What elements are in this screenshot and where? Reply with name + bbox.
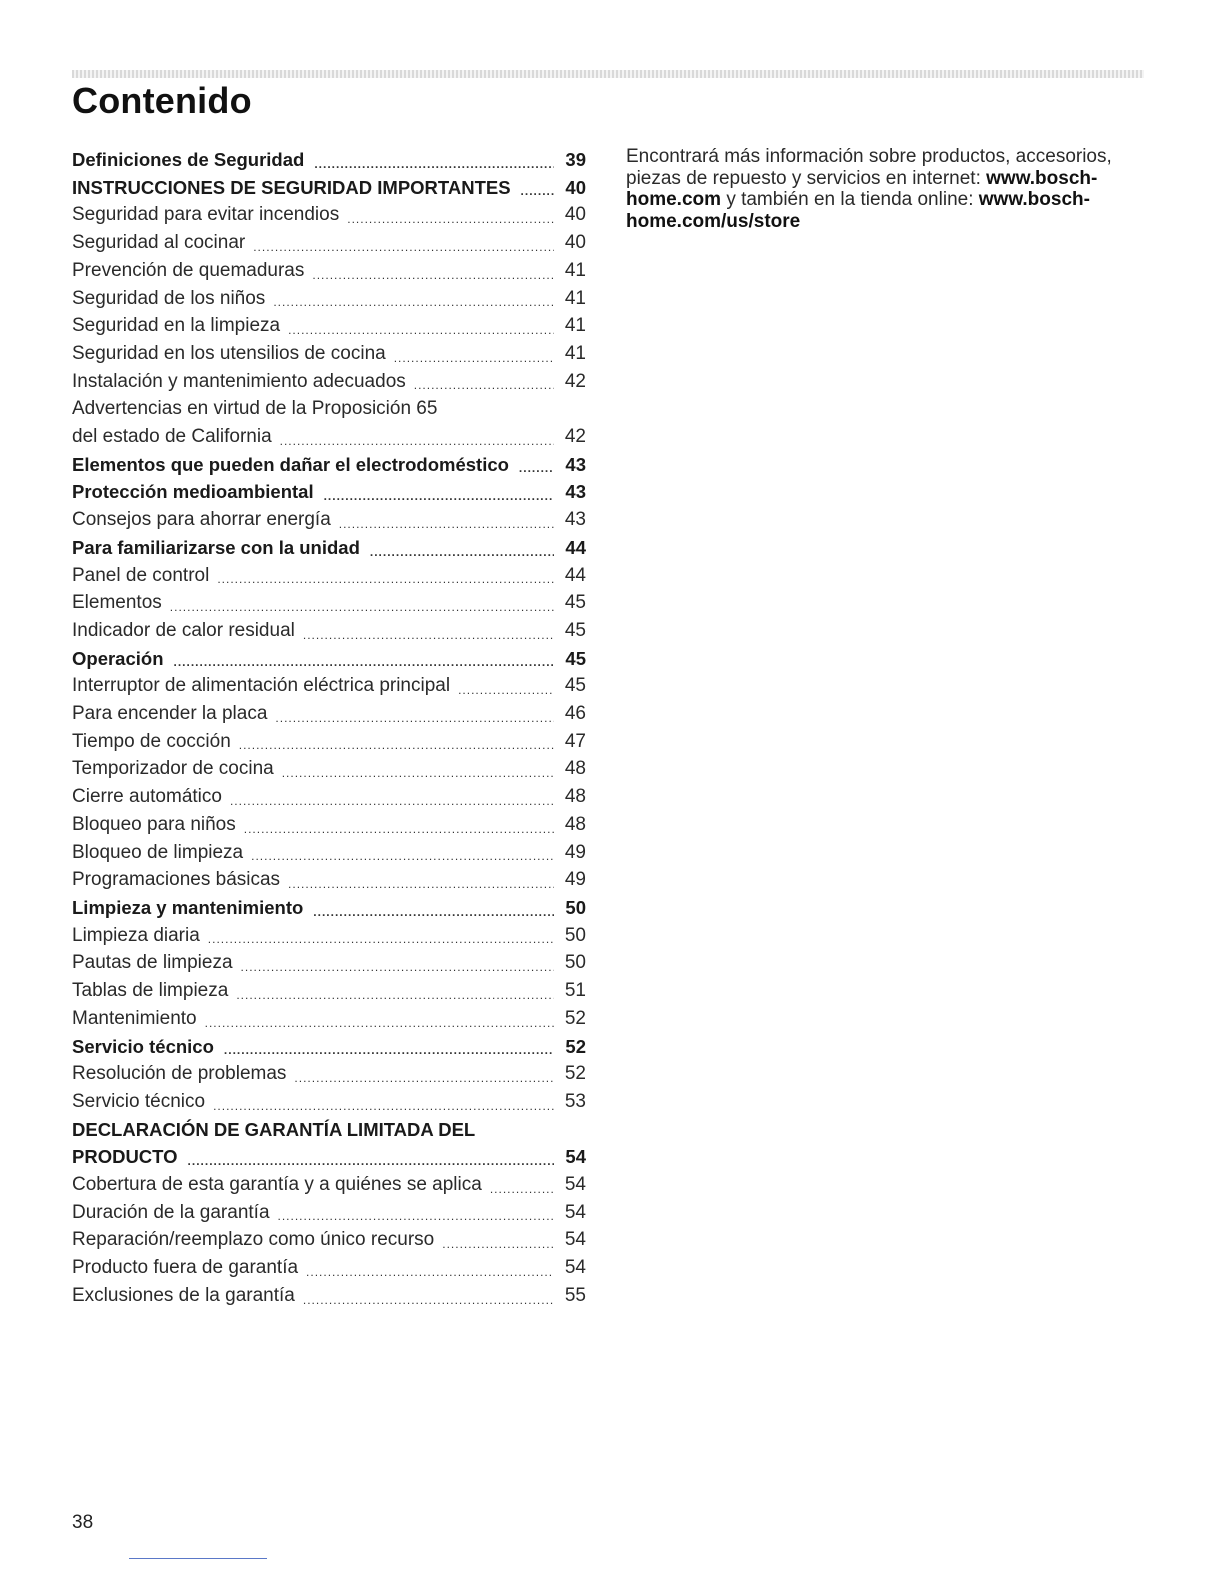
toc-entry-label: Bloqueo para niños — [72, 813, 236, 835]
toc-entry-label: Protección medioambiental — [72, 481, 314, 503]
toc-entry[interactable] — [72, 755, 586, 783]
header-rule — [72, 70, 1144, 78]
toc-entry-page: 54 — [565, 1146, 586, 1168]
toc-entry-label: Definiciones de Seguridad — [72, 149, 305, 170]
dot-leader — [394, 348, 554, 368]
toc-entry-page: 49 — [564, 869, 586, 891]
toc-entry-page: 43 — [564, 509, 586, 531]
toc-entry-label: Interruptor de alimentación eléctrica principal — [72, 675, 451, 697]
toc-entry-page: 53 — [564, 1090, 586, 1112]
toc-entry-label: Prevención de quemaduras — [72, 259, 305, 281]
toc-entry-label: Pautas de limpieza — [72, 952, 233, 974]
store-link[interactable]: www.bosch-home.com/us/store — [626, 189, 1090, 232]
toc-entry-page: 49 — [564, 841, 586, 863]
toc-entry[interactable] — [72, 1060, 586, 1088]
toc-entry[interactable] — [72, 257, 586, 285]
toc-entry-label: Instalación y mantenimiento adecuados — [72, 370, 406, 392]
dot-leader — [239, 735, 554, 755]
toc-entry-label: Reparación/reemplazo como único recurso — [72, 1229, 435, 1251]
toc-entry[interactable] — [72, 478, 586, 506]
toc-entry[interactable] — [72, 1199, 586, 1227]
dot-leader — [288, 320, 554, 340]
toc-entry-page: 46 — [564, 703, 586, 725]
toc-entry[interactable] — [72, 589, 586, 617]
toc-entry-label: Exclusiones de la garantía — [72, 1284, 295, 1306]
toc-entry-page: 41 — [564, 342, 586, 364]
toc-entry-page: 47 — [564, 730, 586, 752]
toc-entry[interactable] — [72, 1254, 586, 1282]
toc-entry[interactable] — [72, 1088, 586, 1116]
toc-entry[interactable] — [72, 174, 586, 202]
toc-entry[interactable] — [72, 451, 586, 479]
toc-entry-label: INSTRUCCIONES DE SEGURIDAD IMPORTANTES — [72, 176, 511, 198]
toc-entry-label: Elementos que pueden dañar el electrodoméstico — [72, 453, 509, 475]
toc-entry-label: Tablas de limpieza — [72, 980, 229, 1002]
dot-leader — [280, 431, 554, 451]
dot-leader — [339, 514, 554, 534]
dot-leader — [490, 1179, 554, 1199]
dot-leader — [370, 542, 554, 562]
toc-entry[interactable] — [72, 672, 586, 700]
dot-leader — [314, 154, 554, 174]
dot-leader — [458, 680, 554, 700]
toc-entry-label: Programaciones básicas — [72, 869, 281, 891]
toc-entry-page: 39 — [565, 149, 586, 170]
toc-entry-label: Duración de la garantía — [72, 1201, 270, 1223]
toc-entry-page: 48 — [564, 813, 586, 835]
toc-entry-label: Para encender la placa — [72, 703, 268, 725]
dot-leader — [174, 652, 555, 672]
toc-entry-page: 41 — [564, 259, 586, 281]
toc-entry-page: 52 — [564, 1063, 586, 1085]
website-link[interactable]: www.bosch-home.com — [626, 167, 1098, 210]
toc-entry-page: 40 — [565, 176, 586, 198]
toc-entry[interactable] — [72, 229, 586, 257]
dot-leader — [213, 1096, 554, 1116]
toc-entry[interactable] — [72, 977, 586, 1005]
toc-entry[interactable] — [72, 728, 586, 756]
toc-entry-page: 40 — [564, 232, 586, 254]
toc-entry-page: 55 — [564, 1284, 586, 1306]
toc-entry-label: Para familiarizarse con la unidad — [72, 536, 360, 558]
toc-entry-page: 54 — [564, 1174, 586, 1196]
dot-leader — [273, 292, 554, 312]
toc-entry-page: 50 — [564, 952, 586, 974]
toc-entry-page: 45 — [564, 592, 586, 614]
page-title: Contenido — [72, 80, 252, 121]
toc-entry-label: Tiempo de cocción — [72, 730, 231, 752]
toc-entry-line: DECLARACIÓN DE GARANTÍA LIMITADA DEL — [72, 1118, 476, 1140]
dot-leader — [442, 1234, 554, 1254]
toc-entry-page: 40 — [564, 204, 586, 226]
info-text-2: y también en la tienda online: — [726, 189, 974, 210]
toc-entry[interactable] — [72, 894, 586, 922]
dot-leader — [170, 597, 554, 617]
toc-entry-page: 45 — [564, 675, 586, 697]
toc-entry-page: 41 — [564, 315, 586, 337]
toc-entry-page: 42 — [564, 426, 586, 448]
toc-entry[interactable] — [72, 285, 586, 313]
toc-entry-page: 50 — [565, 896, 586, 918]
toc-entry-label: Consejos para ahorrar energía — [72, 509, 331, 531]
toc-entry-page: 45 — [565, 647, 586, 669]
toc-entry-page: 41 — [564, 287, 586, 309]
dot-leader — [230, 791, 554, 811]
toc-entry[interactable] — [72, 368, 586, 396]
toc-entry-label: Seguridad para evitar incendios — [72, 204, 340, 226]
toc-entry-page: 45 — [564, 619, 586, 641]
toc-entry[interactable] — [72, 1282, 586, 1310]
toc-entry-page: 52 — [565, 1035, 586, 1057]
toc-entry-label: Indicador de calor residual — [72, 619, 295, 641]
dot-leader — [278, 1206, 554, 1226]
dot-leader — [251, 846, 554, 866]
toc-entry-line: Advertencias en virtud de la Proposición 65 — [72, 398, 438, 420]
footer-underline — [129, 1558, 267, 1559]
dot-leader — [282, 763, 554, 783]
dot-leader — [244, 819, 554, 839]
toc-entry-label: Seguridad en los utensilios de cocina — [72, 342, 386, 364]
dot-leader — [224, 1040, 554, 1060]
dot-leader — [294, 1068, 554, 1088]
toc-entry-label: Seguridad al cocinar — [72, 232, 246, 254]
toc-entry[interactable] — [72, 1171, 586, 1199]
toc-entry-label: Producto fuera de garantía — [72, 1257, 299, 1279]
toc-entry-page: 43 — [565, 481, 586, 503]
toc-entry-page: 43 — [565, 453, 586, 475]
info-paragraph — [626, 146, 1146, 232]
toc-entry-label: Limpieza diaria — [72, 924, 200, 946]
toc-entry[interactable] — [72, 700, 586, 728]
dot-leader — [236, 985, 554, 1005]
toc-entry-page: 44 — [565, 536, 586, 558]
toc-entry-label: Temporizador de cocina — [72, 758, 274, 780]
toc-entry[interactable] — [72, 783, 586, 811]
table-of-contents — [72, 146, 586, 1310]
toc-entry[interactable] — [72, 922, 586, 950]
toc-entry[interactable] — [72, 1005, 586, 1033]
toc-entry-page: 51 — [564, 980, 586, 1002]
toc-entry[interactable] — [72, 949, 586, 977]
toc-entry-label: Limpieza y mantenimiento — [72, 896, 304, 918]
dot-leader — [241, 957, 554, 977]
toc-entry-label: Mantenimiento — [72, 1007, 197, 1029]
toc-entry[interactable] — [72, 839, 586, 867]
toc-entry[interactable] — [72, 811, 586, 839]
toc-entry[interactable] — [72, 1226, 586, 1254]
toc-entry-page: 54 — [564, 1257, 586, 1279]
dot-leader — [217, 569, 554, 589]
dot-leader — [253, 237, 554, 257]
info-text-1: Encontrará más información sobre productos, accesorios, piezas de repuesto y servicios en internet: — [626, 146, 1112, 189]
dot-leader — [521, 181, 554, 201]
toc-entry-label: del estado de California — [72, 426, 272, 448]
dot-leader — [208, 929, 554, 949]
dot-leader — [306, 1262, 554, 1282]
toc-entry-page: 50 — [564, 924, 586, 946]
toc-entry[interactable] — [72, 617, 586, 645]
toc-entry-page: 54 — [564, 1201, 586, 1223]
dot-leader — [188, 1151, 554, 1171]
toc-entry-page: 42 — [564, 370, 586, 392]
dot-leader — [303, 1290, 554, 1310]
toc-entry[interactable] — [72, 562, 586, 590]
dot-leader — [519, 458, 554, 478]
toc-entry-label: Servicio técnico — [72, 1035, 214, 1057]
toc-entry[interactable] — [72, 423, 586, 451]
toc-entry[interactable] — [72, 645, 586, 673]
dot-leader — [275, 708, 554, 728]
toc-entry[interactable] — [72, 506, 586, 534]
toc-entry-label: Panel de control — [72, 564, 210, 586]
toc-entry-page: 48 — [564, 758, 586, 780]
dot-leader — [414, 375, 554, 395]
toc-entry-label: Bloqueo de limpieza — [72, 841, 244, 863]
toc-entry-label: Servicio técnico — [72, 1090, 206, 1112]
toc-entry-label: Elementos — [72, 592, 162, 614]
dot-leader — [347, 209, 554, 229]
toc-entry-label: PRODUCTO — [72, 1146, 178, 1168]
page-number: 38 — [72, 1512, 94, 1533]
toc-entry-page: 44 — [564, 564, 586, 586]
toc-entry[interactable] — [72, 1143, 586, 1171]
toc-entry[interactable] — [72, 312, 586, 340]
toc-entry[interactable] — [72, 1033, 586, 1061]
toc-entry-page: 54 — [564, 1229, 586, 1251]
toc-entry-label: Resolución de problemas — [72, 1063, 287, 1085]
dot-leader — [205, 1013, 554, 1033]
toc-entry-label: Cobertura de esta garantía y a quiénes se aplica — [72, 1174, 482, 1196]
toc-entry[interactable] — [72, 866, 586, 894]
toc-entry-label: Operación — [72, 647, 164, 669]
toc-entry-label: Seguridad de los niños — [72, 287, 266, 309]
toc-entry-page: 52 — [564, 1007, 586, 1029]
dot-leader — [303, 625, 554, 645]
toc-entry-page: 48 — [564, 786, 586, 808]
toc-entry[interactable] — [72, 340, 586, 368]
toc-entry[interactable] — [72, 534, 586, 562]
toc-entry-label: Cierre automático — [72, 786, 222, 808]
dot-leader — [324, 486, 554, 506]
toc-entry[interactable] — [72, 146, 586, 174]
dot-leader — [288, 874, 554, 894]
dot-leader — [313, 902, 554, 922]
dot-leader — [312, 265, 554, 285]
toc-entry[interactable] — [72, 201, 586, 229]
toc-entry-label: Seguridad en la limpieza — [72, 315, 281, 337]
